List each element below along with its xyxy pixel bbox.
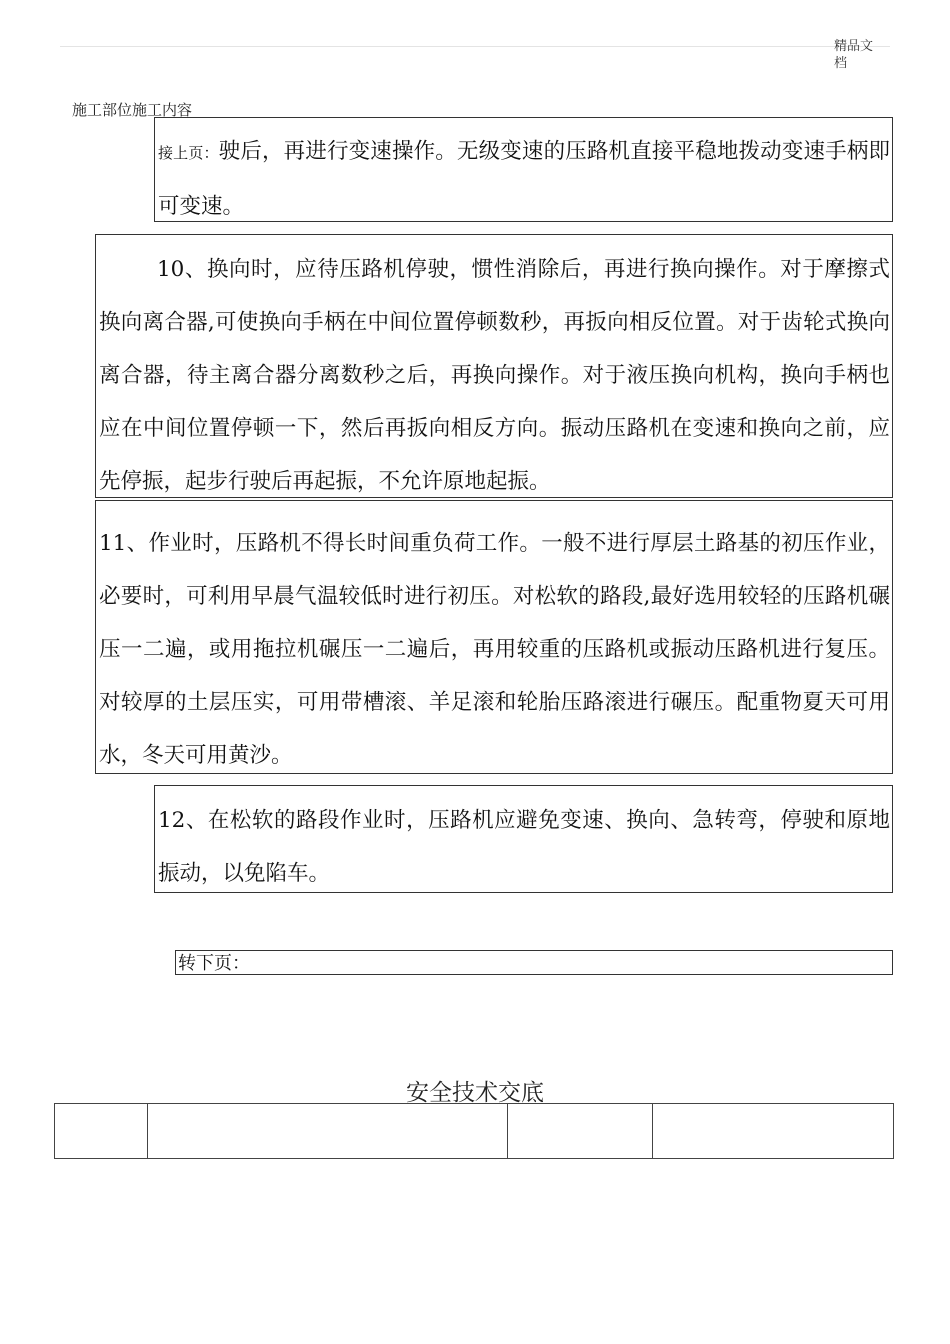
watermark-text: 精品文档 [834, 39, 874, 71]
continued-paragraph [158, 125, 890, 233]
continued-box [154, 117, 893, 222]
continued-label: 接上页： [158, 144, 219, 162]
item-12-text: 12、在松软的路段作业时，压路机应避免变速、换向、急转弯，停驶和原地振动，以免陷车。 [158, 808, 890, 886]
next-page-label: 转下页： [178, 953, 250, 974]
item-11-box [95, 500, 893, 774]
next-page-box [175, 950, 893, 975]
item-12-box [154, 785, 893, 893]
header-rule [60, 46, 890, 47]
table-cell [148, 1104, 508, 1159]
column-header: 施工部位施工内容 [72, 101, 193, 119]
table-cell [653, 1104, 894, 1159]
table-cell [55, 1104, 148, 1159]
continued-text: 驶后，再进行变速操作。无级变速的压路机直接平稳地拨动变速手柄即可变速。 [158, 139, 890, 219]
table-cell [508, 1104, 653, 1159]
item-11-text: 11、作业时，压路机不得长时间重负荷工作。一般不进行厚层土路基的初压作业，必要时，可利用早晨气温较低时进行初压。对松软的路段,最好选用较轻的压路机碾压一二遍，或用拖拉机碾压一二遍后，再用较重的压路机或振动压路机进行复压。对较厚的土层压实，可用带槽滚、羊足滚和轮胎压路滚进行碾压。配重物夏天可用水，冬天可用黄沙。 [99, 531, 890, 768]
header-table [54, 1103, 894, 1159]
next-document-title: 安全技术交底 [406, 1080, 544, 1106]
table-row [55, 1104, 894, 1159]
item-10-text: 10、换向时，应待压路机停驶，惯性消除后，再进行换向操作。对于摩擦式换向离合器,可使换向手柄在中间位置停顿数秒，再扳向相反位置。对于齿轮式换向离合器，待主离合器分离数秒之后，再换向操作。对于液压换向机构，换向手柄也应在中间位置停顿一下，然后再扳向相反方向。振动压路机在变速和换向之前，应先停振，起步行驶后再起振，不允许原地起振。 [99, 257, 890, 494]
item-10-box [95, 234, 893, 498]
